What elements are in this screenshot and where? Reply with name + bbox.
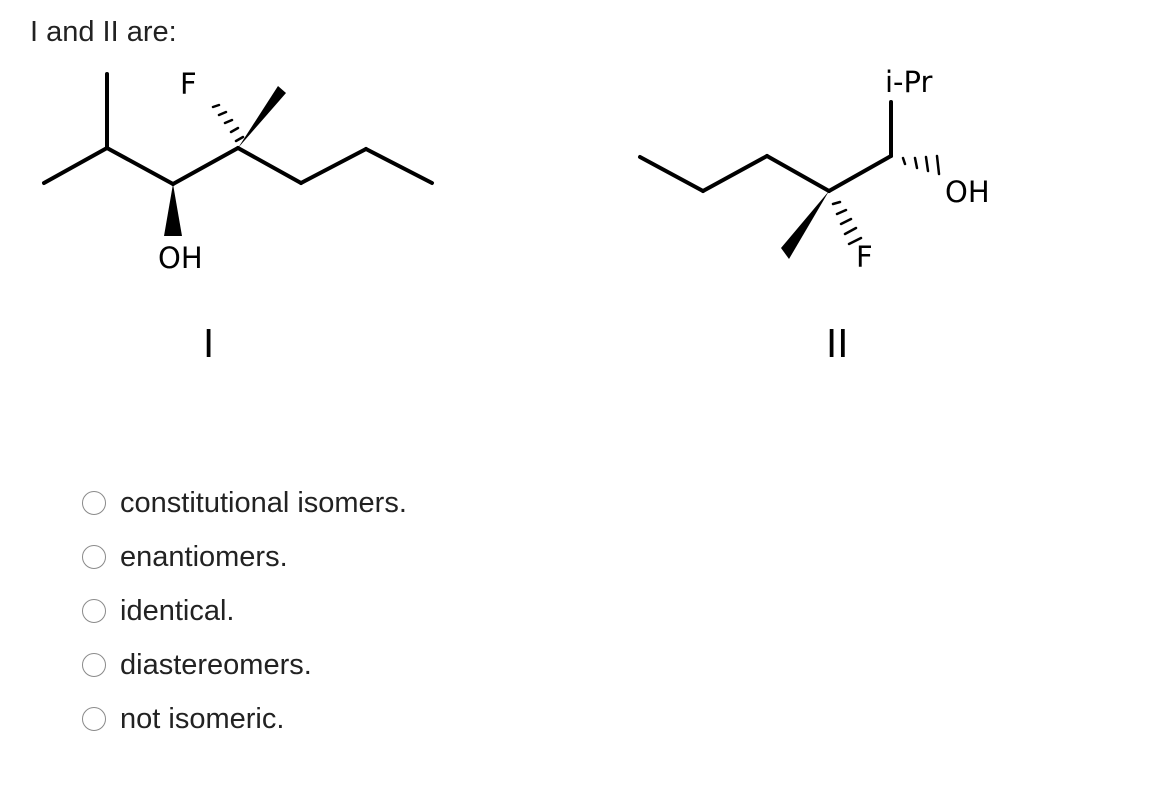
hashed-bond — [213, 105, 243, 141]
option-label: diastereomers. — [120, 648, 312, 681]
radio-button[interactable] — [82, 491, 106, 515]
atom-f: F — [180, 67, 197, 101]
option-not-isomeric[interactable] — [82, 692, 407, 746]
bond — [107, 148, 173, 184]
hashed-bond — [903, 156, 939, 174]
bond — [829, 156, 891, 191]
bond — [366, 149, 432, 183]
radio-button[interactable] — [82, 599, 106, 623]
option-label: identical. — [120, 594, 235, 627]
structure-ii — [640, 102, 939, 244]
bond — [238, 148, 301, 183]
option-label: enantiomers. — [120, 540, 288, 573]
hashed-bond — [833, 202, 861, 244]
wedge-bond — [238, 86, 286, 148]
bond — [703, 156, 767, 191]
radio-button[interactable] — [82, 545, 106, 569]
atom-ipr: i-Pr — [885, 65, 933, 99]
radio-button[interactable] — [82, 707, 106, 731]
bond — [173, 148, 238, 184]
option-identical[interactable] — [82, 584, 407, 638]
question-text: I and II are: — [30, 16, 177, 48]
structure-label-i: I — [203, 322, 215, 366]
bond — [640, 157, 703, 191]
option-label: constitutional isomers. — [120, 486, 407, 519]
option-label: not isomeric. — [120, 702, 285, 735]
bond — [44, 148, 107, 183]
radio-button[interactable] — [82, 653, 106, 677]
answer-options — [82, 476, 407, 746]
atom-oh: OH — [158, 241, 203, 275]
option-diastereomers[interactable] — [82, 638, 407, 692]
option-enantiomers[interactable] — [82, 530, 407, 584]
wedge-bond — [781, 191, 829, 259]
bond — [767, 156, 829, 191]
wedge-bond — [164, 184, 182, 236]
structure-label-ii: II — [826, 322, 849, 366]
atom-oh: OH — [945, 175, 990, 209]
atom-f: F — [856, 240, 873, 274]
bond — [301, 149, 366, 183]
structure-i — [44, 74, 432, 184]
option-constitutional-isomers[interactable] — [82, 476, 407, 530]
